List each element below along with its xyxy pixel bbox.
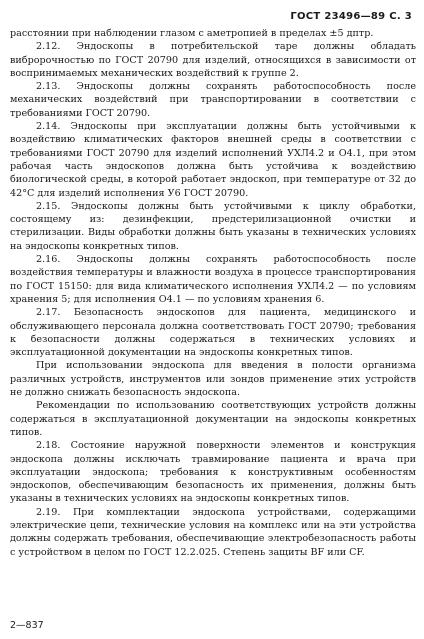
running-header: ГОСТ 23496—89 С. 3 <box>290 11 412 22</box>
paragraph-recommendations: Рекомендации по использованию соответствующих устройств должны содержаться в эксплуатационной документации на эндоскопы конкретных типов. <box>10 400 416 438</box>
paragraph-2-16: 2.16. Эндоскопы должны сохранять работоспособность после воздействия температуры и влажности воздуха в процессе транспортирования по ГОСТ 15150: для вида климатического исполнения УХЛ4.2 — по условиям хранения 5; для исполнения О4.1 — по условиям хранения 6. <box>10 254 416 305</box>
paragraph-2-17: 2.17. Безопасность эндоскопов для пациента, медицинского и обслуживающего персонала должна соответствовать ГОСТ 20790; требования к безопасности должны содержаться в технических условиях и эксплуатационной документации на эндоскопы конкретных типов. <box>10 307 416 359</box>
paragraph-2-18: 2.18. Состояние наружной поверхности элементов и конструкция эндоскопа должны исключать травмирование пациента и врача при эксплуатации эндоскопа; требования к конструктивным особенностям эндоскопов, обеспечивающим безопасность их применения, должны быть указаны в технических условиях на эндоскопы конкретных типов. <box>10 440 416 505</box>
paragraph-continuation: расстоянии при наблюдении глазом с аметропией в пределах ±5 дптр. <box>10 28 374 39</box>
paragraph-2-12: 2.12. Эндоскопы в потребительской таре должны обладать вибророчностью по ГОСТ 20790 для изделий, относящихся в зависимости от воспринимаемых механических воздействий к группе 2. <box>10 41 416 79</box>
paragraph-2-13: 2.13. Эндоскопы должны сохранять работоспособность после механических воздействий при транспортировании в соответствии с требованиями ГОСТ 20790. <box>10 81 416 119</box>
paragraph-devices-usage: При использовании эндоскопа для введения в полости организма различных устройств, инструментов или зондов применение этих устройств не должно снижать безопасность эндоскопа. <box>10 360 416 399</box>
page-footer-mark: 2—837 <box>10 620 44 631</box>
document-body <box>10 27 416 559</box>
paragraph-2-19: 2.19. При комплектации эндоскопа устройствами, содержащими электрические цепи, технические условия на комплекс или на эти устройства должны содержать требования, обеспечивающие электробезопасность работы с устройством в целом по ГОСТ 12.2.025. Степень защиты BF или CF. <box>10 506 416 558</box>
paragraph-2-15: 2.15. Эндоскопы должны быть устойчивыми к циклу обработки, состоящему из: дезинфекции, предстерилизационной очистки и стерилизации. Виды обработки должны быть указаны в технических условиях на эндоскопы конкретных типов. <box>10 200 416 252</box>
paragraph-2-14: 2.14. Эндоскопы при эксплуатации должны быть устойчивыми к воздействию климатических факторов внешней среды в соответствии с требованиями ГОСТ 20790 для изделий исполнений УХЛ4.2 и О4.1, при этом рабочая часть эндоскопов должна быть устойчива к воздействию биологической среды, в которой работает эндоскоп, при температуре от 32 до 42°С для изделий исполнения У6 ГОСТ 20790. <box>10 121 416 199</box>
